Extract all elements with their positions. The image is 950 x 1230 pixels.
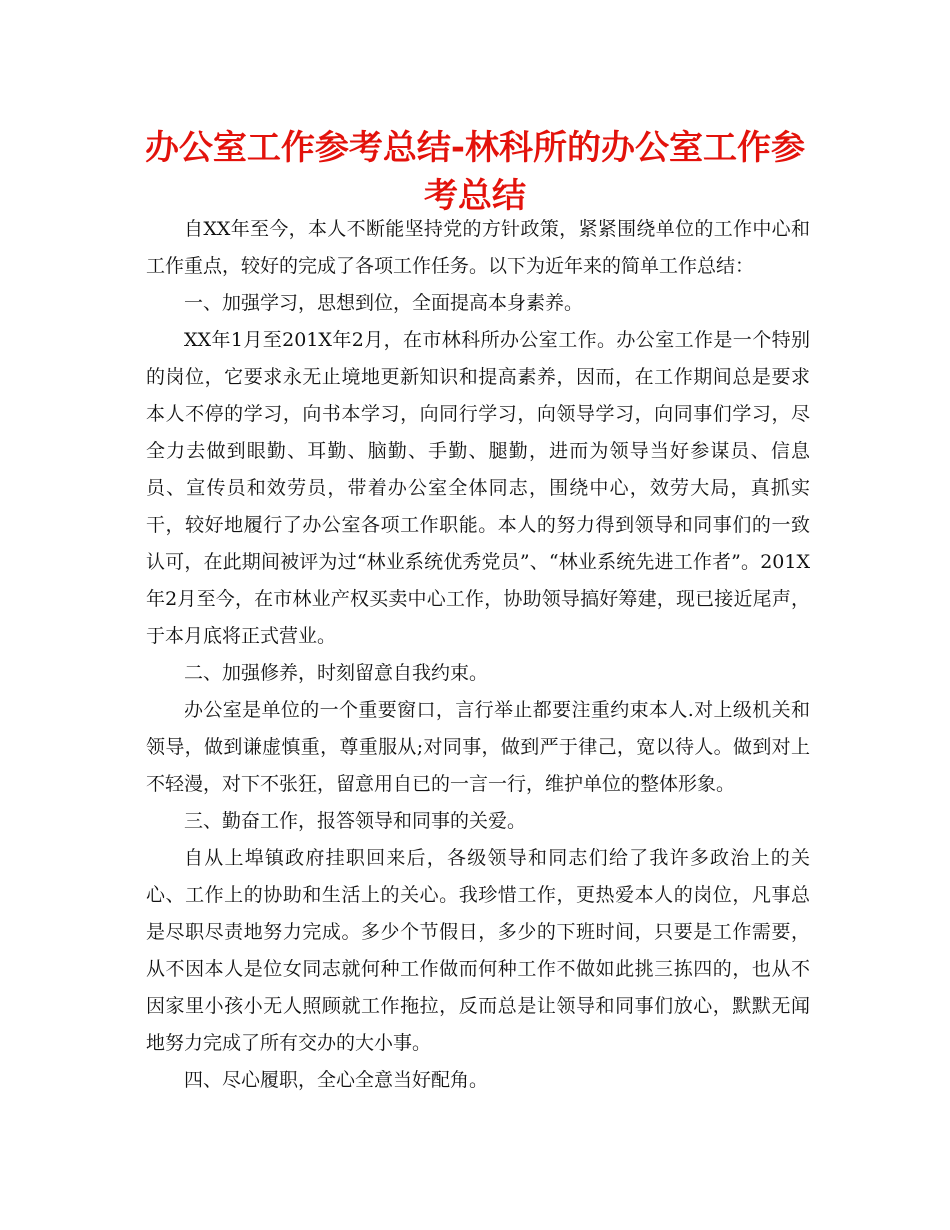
section-heading-3: 三、勤奋工作，报答领导和同事的关爱。 xyxy=(184,810,527,832)
document-body xyxy=(146,211,810,1099)
intro-paragraph: 自XX年至今，本人不断能坚持党的方针政策，紧紧围绕单位的工作中心和工作重点，较好的完成了各项工作任务。以下为近年来的简单工作总结： xyxy=(146,218,810,277)
section-paragraph-2: 办公室是单位的一个重要窗口，言行举止都要注重约束本人.对上级机关和领导，做到谦虚慎重，尊重服从;对同事，做到严于律己，宽以待人。做到对上不轻漫，对下不张狂，留意用自已的一言一行，维护单位的整体形象。 xyxy=(146,699,810,795)
document-title: 办公室工作参考总结-林科所的办公室工作参考总结 xyxy=(144,128,806,216)
section-heading-4: 四、尽心履职，全心全意当好配角。 xyxy=(184,1069,489,1091)
section-heading-2: 二、加强修养，时刻留意自我约束。 xyxy=(184,662,489,684)
section-heading-1: 一、加强学习，思想到位，全面提高本身素养。 xyxy=(184,292,584,314)
section-paragraph-1: XX年1月至201X年2月，在市林科所办公室工作。办公室工作是一个特别的岗位，它要求永无止境地更新知识和提高素养，因而，在工作期间总是要求本人不停的学习，向书本学习，向同行学习，向领导学习，向同事们学习，尽全力去做到眼勤、耳勤、脑勤、手勤、腿勤，进而为领导当好参谋员、信息员、宣传员和效劳员，带着办公室全体同志，围绕中心，效劳大局，真抓实干，较好地履行了办公室各项工作职能。本人的努力得到领导和同事们的一致认可，在此期间被评为过“林业系统优秀党员”、“林业系统先进工作者”。201X年2月至今，在市林业产权买卖中心工作，协助领导搞好筹建，现已接近尾声，于本月底将正式营业。 xyxy=(146,329,810,647)
section-paragraph-3: 自从上埠镇政府挂职回来后，各级领导和同志们给了我许多政治上的关心、工作上的协助和生活上的关心。我珍惜工作，更热爱本人的岗位，凡事总是尽职尽责地努力完成。多少个节假日，多少的下班时间，只要是工作需要，从不因本人是位女同志就何种工作做而何种工作不做如此挑三拣四的，也从不因家里小孩小无人照顾就工作拖拉，反而总是让领导和同事们放心，默默无闻地努力完成了所有交办的大小事。 xyxy=(146,847,810,1054)
